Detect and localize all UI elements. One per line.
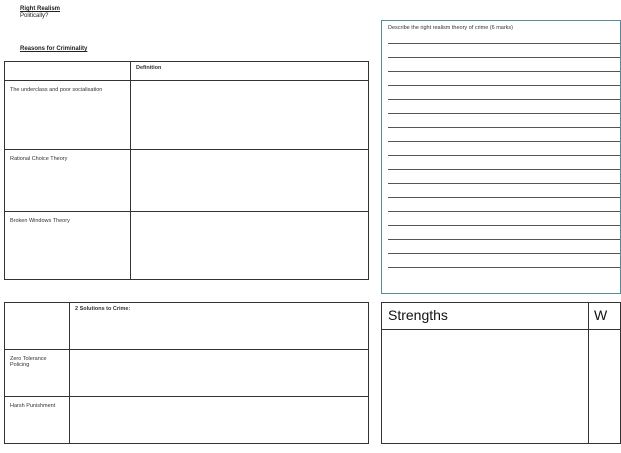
- reason-label: The underclass and poor socialisation: [5, 81, 131, 150]
- section-label-reasons: Reasons for Criminality: [20, 46, 88, 52]
- solution-label: Zero Tolerance Policing: [5, 350, 70, 397]
- reason-label: Broken Windows Theory: [5, 212, 131, 280]
- writing-line: [388, 211, 620, 212]
- weaknesses-header: W: [594, 307, 608, 323]
- table-row: [5, 212, 369, 280]
- solution-answer-cell[interactable]: [70, 350, 369, 397]
- essay-box[interactable]: [381, 20, 621, 294]
- writing-line: [388, 169, 620, 170]
- strengths-header: Strengths: [388, 307, 448, 323]
- writing-line: [388, 71, 620, 72]
- strengths-weaknesses-table: [381, 302, 621, 444]
- reason-label: Rational Choice Theory: [5, 150, 131, 212]
- essay-prompt: Describe the right realism theory of crime (6 marks): [388, 25, 514, 31]
- table-row: [5, 150, 369, 212]
- solution-label: Harsh Punishment: [5, 397, 70, 444]
- writing-line: [388, 99, 620, 100]
- writing-line: [388, 225, 620, 226]
- writing-line: [388, 239, 620, 240]
- writing-line: [388, 85, 620, 86]
- writing-line: [388, 127, 620, 128]
- writing-line: [388, 183, 620, 184]
- definition-header: Definition: [131, 62, 369, 81]
- writing-line: [388, 43, 620, 44]
- page-subtitle: Politically?: [20, 13, 49, 19]
- solutions-table: [4, 302, 369, 444]
- reasons-table-corner: [5, 62, 131, 81]
- writing-line: [388, 113, 620, 114]
- table-row: [5, 350, 369, 397]
- page-title: Right Realism: [20, 6, 61, 12]
- writing-line: [388, 197, 620, 198]
- table-row: [5, 397, 369, 444]
- reasons-table: [4, 61, 369, 280]
- writing-line: [388, 141, 620, 142]
- definition-cell[interactable]: [131, 150, 369, 212]
- solution-answer-cell[interactable]: [70, 397, 369, 444]
- definition-cell[interactable]: [131, 81, 369, 150]
- column-divider: [588, 303, 589, 443]
- solutions-table-corner: [5, 303, 70, 350]
- writing-line: [388, 253, 620, 254]
- writing-line: [388, 57, 620, 58]
- writing-line: [388, 267, 620, 268]
- definition-cell[interactable]: [131, 212, 369, 280]
- solutions-header: 2 Solutions to Crime:: [70, 303, 369, 350]
- table-row: [5, 81, 369, 150]
- writing-line: [388, 155, 620, 156]
